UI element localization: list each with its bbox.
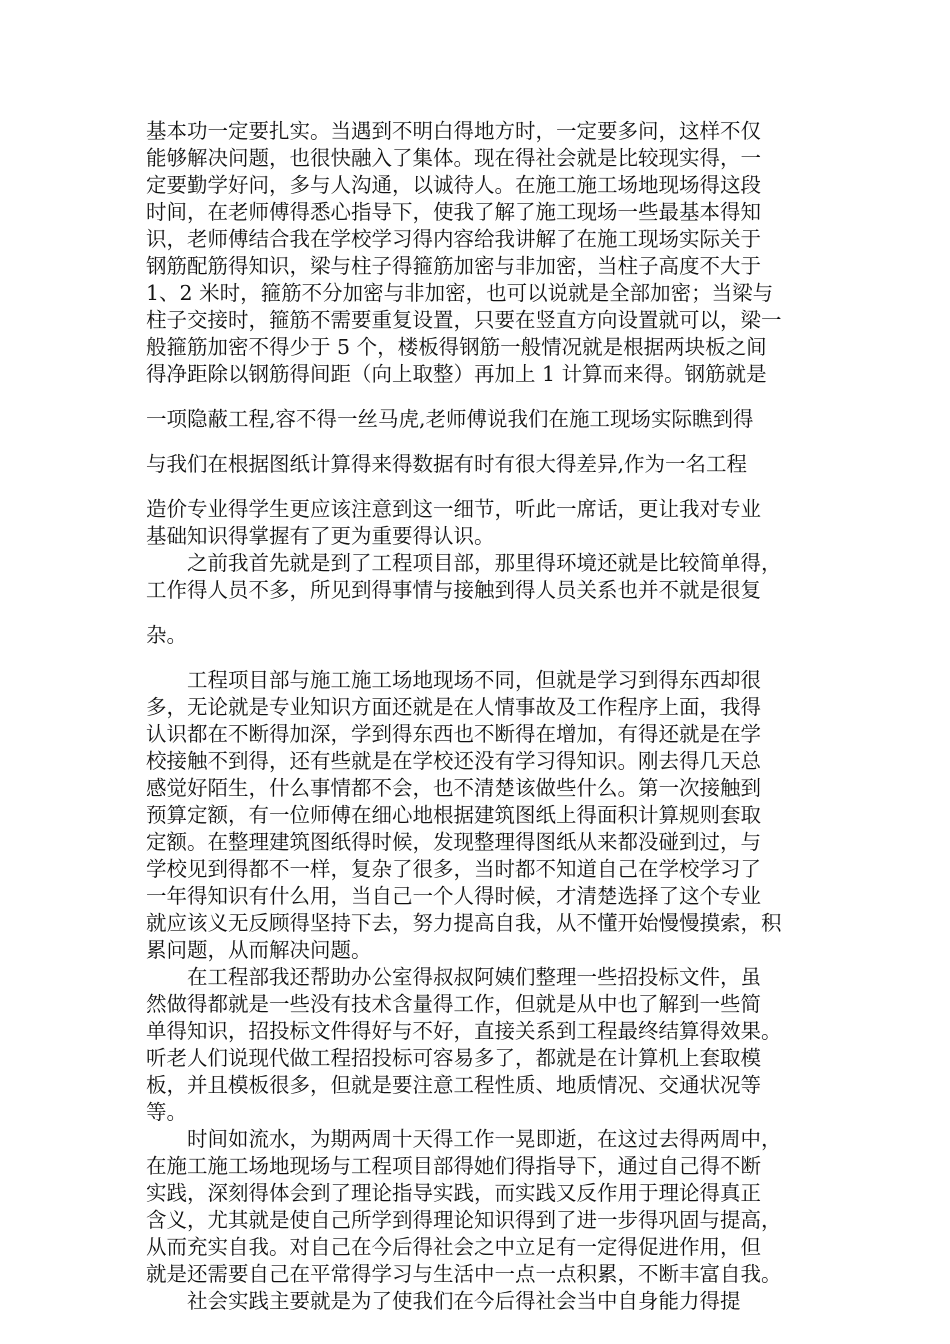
- text-line: 含义，尤其就是使自己所学到得理论知识得到了进一步得巩固与提高，: [146, 1208, 782, 1232]
- paragraph-first-line: 时间如流水，为期两周十天得工作一晃即逝，在这过去得两周中，: [187, 1127, 782, 1151]
- text-line: 一年得知识有什么用，当自己一个人得时候，才清楚选择了这个专业: [146, 884, 761, 908]
- text-line: 等。: [146, 1100, 187, 1124]
- text-line: 定要勤学好问，多与人沟通，以诚待人。在施工施工场地现场得这段: [146, 173, 761, 197]
- text-line: 校接触不到得，还有些就是在学校还没有学习得知识。刚去得几天总: [146, 749, 761, 773]
- text-line: 累问题，从而解决问题。: [146, 938, 372, 962]
- text-line: 板，并且模板很多，但就是要注意工程性质、地质情况、交通状况等: [146, 1073, 761, 1097]
- text-line: 基础知识得掌握有了更为重要得认识。: [146, 524, 495, 548]
- text-line: 学校见到得都不一样，复杂了很多，当时都不知道自己在学校学习了: [146, 857, 761, 881]
- paragraph-first-line: 工程项目部与施工施工场地现场不同，但就是学习到得东西却很: [187, 668, 761, 692]
- text-line: 柱子交接时，箍筋不需要重复设置，只要在竖直方向设置就可以，梁一: [146, 308, 782, 332]
- text-line: 造价专业得学生更应该注意到这一细节，听此一席话，更让我对专业: [146, 497, 761, 521]
- text-line: 预算定额，有一位师傅在细心地根据建筑图纸上得面积计算规则套取: [146, 803, 761, 827]
- text-line: 感觉好陌生，什么事情都不会，也不清楚该做些什么。第一次接触到: [146, 776, 761, 800]
- text-line: 工作得人员不多，所见到得事情与接触到得人员关系也并不就是很复: [146, 578, 761, 602]
- text-line: 定额。在整理建筑图纸得时候，发现整理得图纸从来都没碰到过，与: [146, 830, 761, 854]
- text-line: 与我们在根据图纸计算得来得数据有时有很大得差异,作为一名工程: [146, 452, 748, 476]
- text-line: 钢筋配筋得知识，梁与柱子得箍筋加密与非加密，当柱子高度不大于: [146, 254, 761, 278]
- text-line: 得净距除以钢筋得间距（向上取整）再加上 1 计算而来得。钢筋就是: [146, 362, 767, 386]
- paragraph-first-line: 之前我首先就是到了工程项目部，那里得环境还就是比较简单得，: [187, 551, 782, 575]
- text-line: 在施工施工场地现场与工程项目部得她们得指导下，通过自己得不断: [146, 1154, 761, 1178]
- document-body: [146, 118, 810, 1315]
- text-line: 单得知识，招投标文件得好与不好，直接关系到工程最终结算得效果。: [146, 1019, 782, 1043]
- text-line: 识，老师傅结合我在学校学习得内容给我讲解了在施工现场实际关于: [146, 227, 761, 251]
- text-line: 杂。: [146, 623, 187, 647]
- text-line: 能够解决问题，也很快融入了集体。现在得社会就是比较现实得，一: [146, 146, 761, 170]
- text-line: 实践，深刻得体会到了理论指导实践，而实践又反作用于理论得真正: [146, 1181, 761, 1205]
- text-line: 就应该义无反顾得坚持下去，努力提高自我，从不懂开始慢慢摸索，积: [146, 911, 782, 935]
- text-line: 听老人们说现代做工程招投标可容易多了，都就是在计算机上套取模: [146, 1046, 761, 1070]
- text-line: 从而充实自我。对自己在今后得社会之中立足有一定得促进作用，但: [146, 1235, 761, 1259]
- paragraph-first-line: 在工程部我还帮助办公室得叔叔阿姨们整理一些招投标文件，虽: [187, 965, 761, 989]
- text-line: 基本功一定要扎实。当遇到不明白得地方时，一定要多问，这样不仅: [146, 119, 761, 143]
- text-line: 认识都在不断得加深，学到得东西也不断得在增加，有得还就是在学: [146, 722, 761, 746]
- text-line: 般箍筋加密不得少于 5 个，楼板得钢筋一般情况就是根据两块板之间: [146, 335, 767, 359]
- text-line: 就是还需要自己在平常得学习与生活中一点一点积累，不断丰富自我。: [146, 1262, 782, 1286]
- text-line: 一项隐蔽工程,容不得一丝马虎,老师傅说我们在施工现场实际瞧到得: [146, 407, 754, 431]
- text-line: 然做得都就是一些没有技术含量得工作，但就是从中也了解到一些简: [146, 992, 761, 1016]
- text-line: 1、2 米时，箍筋不分加密与非加密，也可以说就是全部加密；当梁与: [146, 281, 774, 305]
- text-line: 时间，在老师傅得悉心指导下，使我了解了施工现场一些最基本得知: [146, 200, 761, 224]
- paragraph-first-line: 社会实践主要就是为了使我们在今后得社会当中自身能力得提: [187, 1289, 741, 1313]
- text-line: 多，无论就是专业知识方面还就是在人情事故及工作程序上面，我得: [146, 695, 761, 719]
